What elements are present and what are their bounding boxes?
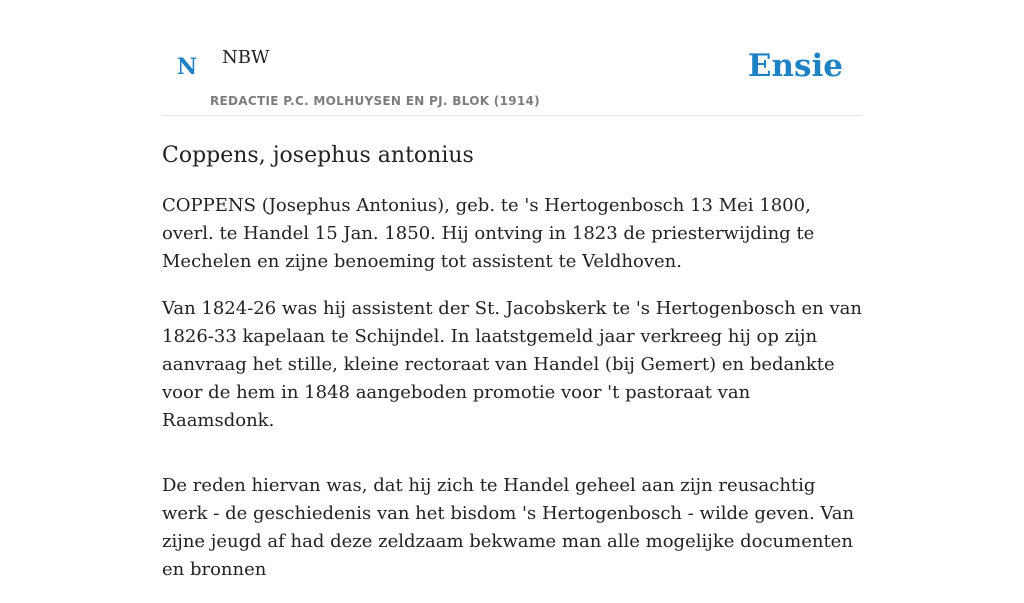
source-name[interactable]: NBW bbox=[222, 47, 270, 68]
article-body bbox=[162, 192, 862, 584]
source-logo: N bbox=[177, 54, 198, 80]
content-column bbox=[162, 0, 862, 603]
source-header bbox=[162, 0, 862, 116]
article-paragraph: Van 1824-26 was hij assistent der St. Jacobskerk te 's Hertogenbosch en van 1826-33 kapelaan te Schijndel. In laatstgemeld jaar verkreeg hij op zijn aanvraag het stille, kleine rectoraat van Handel (bij Gemert) en bedankte voor de hem in 1848 aangeboden promotie voor 't pastoraat van Raamsdonk. bbox=[162, 297, 862, 431]
ensie-logo-link[interactable]: Ensie bbox=[747, 48, 843, 84]
article-paragraph: COPPENS (Josephus Antonius), geb. te 's Hertogenbosch 13 Mei 1800, overl. te Handel 15 Jan. 1850. Hij ontving in 1823 de priesterwijding te Mechelen en zijne benoeming tot assistent te Veldhoven. bbox=[162, 194, 815, 272]
article-paragraph: De reden hiervan was, dat hij zich te Handel geheel aan zijn reusachtig werk - de geschiedenis van het bisdom 's Hertogenbosch - wilde geven. Van zijne jeugd af had deze zeldzaam bekwame man alle mogelijke documenten en bronnen bbox=[162, 474, 855, 580]
article-title: Coppens, josephus antonius bbox=[162, 143, 474, 168]
source-editors: REDACTIE P.C. MOLHUYSEN EN PJ. BLOK (1914) bbox=[210, 94, 540, 108]
